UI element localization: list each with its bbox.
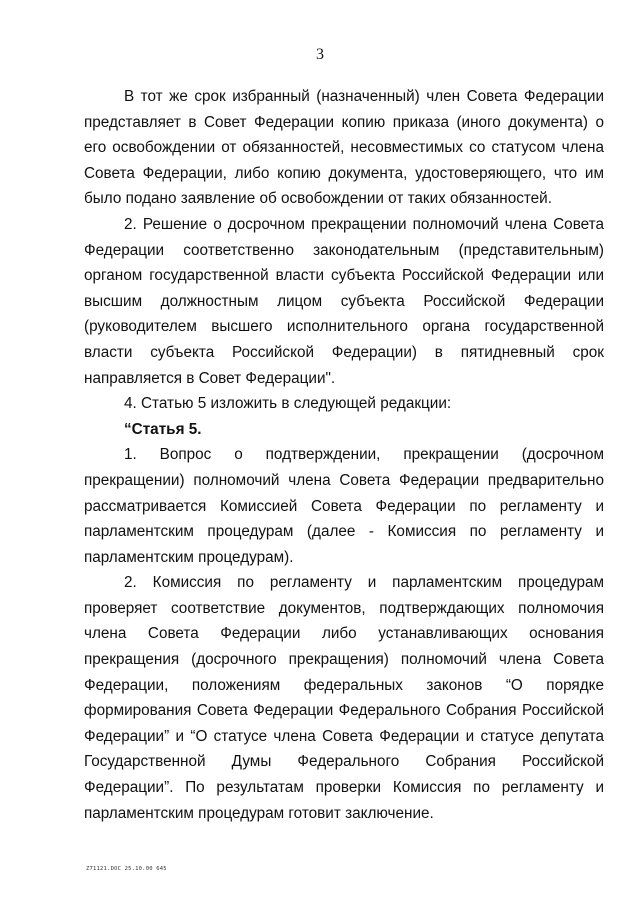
document-body	[84, 84, 604, 826]
paragraph-3: 4. Статью 5 изложить в следующей редакции:	[124, 395, 452, 413]
page-number: 3	[316, 46, 324, 63]
paragraph-4: 1. Вопрос о подтверждении, прекращении (досрочном прекращении) полномочий члена Совета Федерации предварительно рассматривается Комиссией Совета Федерации по регламенту и парламентским процедурам (далее - Комиссия по регламенту и парламентским процедурам).	[84, 446, 604, 566]
paragraph-1: В тот же срок избранный (назначенный) член Совета Федерации представляет в Совет Федерации копию приказа (иного документа) о его освобождении от обязанностей, несовместимых со статусом члена Совета Федерации, либо копию документа, удостоверяющего, что им было подано заявление об освобождении от таких обязанностей.	[84, 88, 604, 208]
article-title: “Статья 5.	[124, 420, 202, 438]
footer-file-reference: Z71121.DOC 25.10.00 645	[86, 866, 167, 872]
paragraph-2: 2. Решение о досрочном прекращении полномочий члена Совета Федерации соответственно законодательным (представительным) органом государственной власти субъекта Российской Федерации или высшим должностным лицом субъекта Российской Федерации (руководителем высшего исполнительного органа государственной власти субъекта Российской Федерации) в пятидневный срок направляется в Совет Федерации".	[84, 215, 604, 387]
paragraph-5: 2. Комиссия по регламенту и парламентским процедурам проверяет соответствие документов, подтверждающих полномочия члена Совета Федерации либо устанавливающих основания прекращения (досрочного прекращения) полномочий члена Совета Федерации, положениям федеральных законов “О порядке формирования Совета Федерации Федерального Собрания Российской Федерации” и “О статусе члена Совета Федерации и статусе депутата Государственной Думы Федерального Собрания Российской Федерации”. По результатам проверки Комиссия по регламенту и парламентским процедурам готовит заключение.	[84, 574, 604, 822]
